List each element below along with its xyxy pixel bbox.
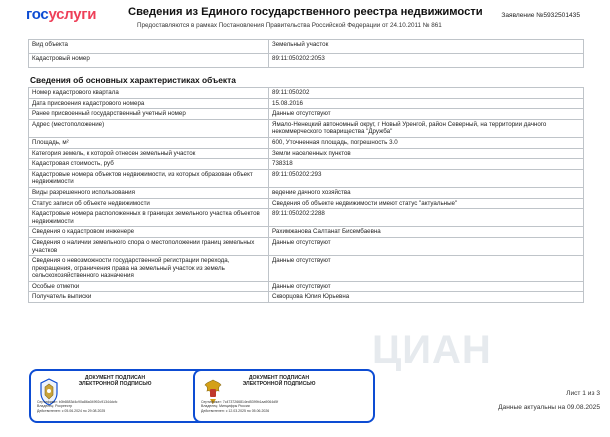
table-row xyxy=(29,88,584,99)
data-actual-date: Данные актуальны на 09.08.2025 xyxy=(498,404,600,411)
row-label: Кадастровый номер xyxy=(29,54,269,68)
row-value: Сведения об объекте недвижимости имеют статус "актуальные" xyxy=(269,198,584,209)
row-value: 89:11:050202:2053 xyxy=(269,54,584,68)
section-title: Сведения об основных характеристиках объекта xyxy=(30,75,236,85)
table-row xyxy=(29,169,584,187)
row-label: Кадастровые номера расположенных в границах земельного участка объектов недвижимости xyxy=(29,209,269,227)
characteristics-table xyxy=(28,87,584,303)
page-counter: Лист 1 из 3 xyxy=(566,390,600,397)
row-value: 600, Уточненная площадь, погрешность 3.0 xyxy=(269,137,584,148)
object-table xyxy=(28,39,584,68)
table-row xyxy=(29,137,584,148)
document-title: Сведения из Единого государственного реестра недвижимости xyxy=(128,6,483,18)
stamp-title: ДОКУМЕНТ ПОДПИСАН ЭЛЕКТРОННОЙ ПОДПИСЬЮ xyxy=(78,375,152,388)
table-row xyxy=(29,148,584,159)
row-label: Категория земель, к которой отнесен земельный участок xyxy=(29,148,269,159)
row-label: Вид объекта xyxy=(29,40,269,54)
row-value: ведение дачного хозяйства xyxy=(269,187,584,198)
row-value: Скворцова Юлия Юрьевна xyxy=(269,292,584,303)
stamp-validity: Действителен: с 12.03.2025 по 05.06.2026 xyxy=(201,408,270,413)
table-row xyxy=(29,40,584,54)
logo-part-uslugi: услуги xyxy=(48,6,97,23)
table-row xyxy=(29,227,584,238)
table-row xyxy=(29,54,584,68)
stamp-validity: Действителен: с 05.06.2024 по 29.08.2025 xyxy=(37,408,106,413)
table-row xyxy=(29,159,584,170)
stamp-certificate: Сертификат: 7c4737266814ed5399b1aa9064d5f xyxy=(201,400,279,404)
row-value: Земли населенных пунктов xyxy=(269,148,584,159)
table-row xyxy=(29,256,584,282)
row-value: 89:11:050202:293 xyxy=(269,169,584,187)
table-row xyxy=(29,292,584,303)
row-value: Данные отсутствуют xyxy=(269,281,584,292)
document-header xyxy=(0,0,610,34)
row-value: Данные отсутствуют xyxy=(269,256,584,282)
row-label: Номер кадастрового квартала xyxy=(29,88,269,99)
row-value: 15.08.2016 xyxy=(269,98,584,109)
row-label: Сведения о невозможности государственной регистрации перехода, прекращения, ограничения права на земельный участок из земель сельскохозяйственного назначения xyxy=(29,256,269,282)
row-value: Данные отсутствуют xyxy=(269,237,584,255)
row-label: Ранее присвоенный государственный учетный номер xyxy=(29,109,269,120)
signature-stamp-rosreestr xyxy=(29,369,211,423)
table-row xyxy=(29,98,584,109)
row-label: Сведения о кадастровом инженере xyxy=(29,227,269,238)
row-value: Данные отсутствуют xyxy=(269,109,584,120)
row-label: Кадастровые номера объектов недвижимости, из которых образован объект недвижимости xyxy=(29,169,269,187)
stamp-details xyxy=(201,400,278,413)
table-row xyxy=(29,281,584,292)
row-value: 738318 xyxy=(269,159,584,170)
row-label: Сведения о наличии земельного спора о местоположении границ земельных участков xyxy=(29,237,269,255)
row-label: Адрес (местоположение) xyxy=(29,119,269,137)
row-label: Получатель выписки xyxy=(29,292,269,303)
row-label: Виды разрешенного использования xyxy=(29,187,269,198)
stamp-owner: Владелец: Минцифры России xyxy=(201,404,250,409)
table-row xyxy=(29,109,584,120)
application-number: Заявление №5932501435 xyxy=(501,12,580,19)
row-value: 89:11:050202 xyxy=(269,88,584,99)
row-label: Площадь, м² xyxy=(29,137,269,148)
stamp-details xyxy=(37,400,117,413)
signature-stamp-mintsifry xyxy=(193,369,375,423)
gosuslugi-logo xyxy=(26,6,96,23)
table-row xyxy=(29,198,584,209)
stamp-certificate: Сертификат: b0b6583d4c90a86a04992c91344dcfc xyxy=(37,400,118,404)
table-row xyxy=(29,237,584,255)
row-value: Рахимжанова Салтанат Бисембаевна xyxy=(269,227,584,238)
table-row xyxy=(29,187,584,198)
logo-part-gos: гос xyxy=(26,6,49,23)
stamp-title: ДОКУМЕНТ ПОДПИСАН ЭЛЕКТРОННОЙ ПОДПИСЬЮ xyxy=(242,375,316,388)
stamp-owner: Владелец: Росреестр xyxy=(37,404,73,409)
table-row xyxy=(29,209,584,227)
row-label: Особые отметки xyxy=(29,281,269,292)
row-label: Статус записи об объекте недвижимости xyxy=(29,198,269,209)
table-row xyxy=(29,119,584,137)
row-value: 89:11:050202:2288 xyxy=(269,209,584,227)
cian-watermark: ЦИАН xyxy=(372,328,492,372)
row-value: Земельный участок xyxy=(269,40,584,54)
row-label: Кадастровая стоимость, руб xyxy=(29,159,269,170)
document-subtitle: Предоставляются в рамках Постановления Правительства Российской Федерации от 24.10.2011 № 861 xyxy=(137,22,442,29)
row-label: Дата присвоения кадастрового номера xyxy=(29,98,269,109)
row-value: Ямало-Ненецкий автономный округ, г Новый Уренгой, район Северный, на территории дачного некоммерческого товарищества "Дружба" xyxy=(269,119,584,137)
